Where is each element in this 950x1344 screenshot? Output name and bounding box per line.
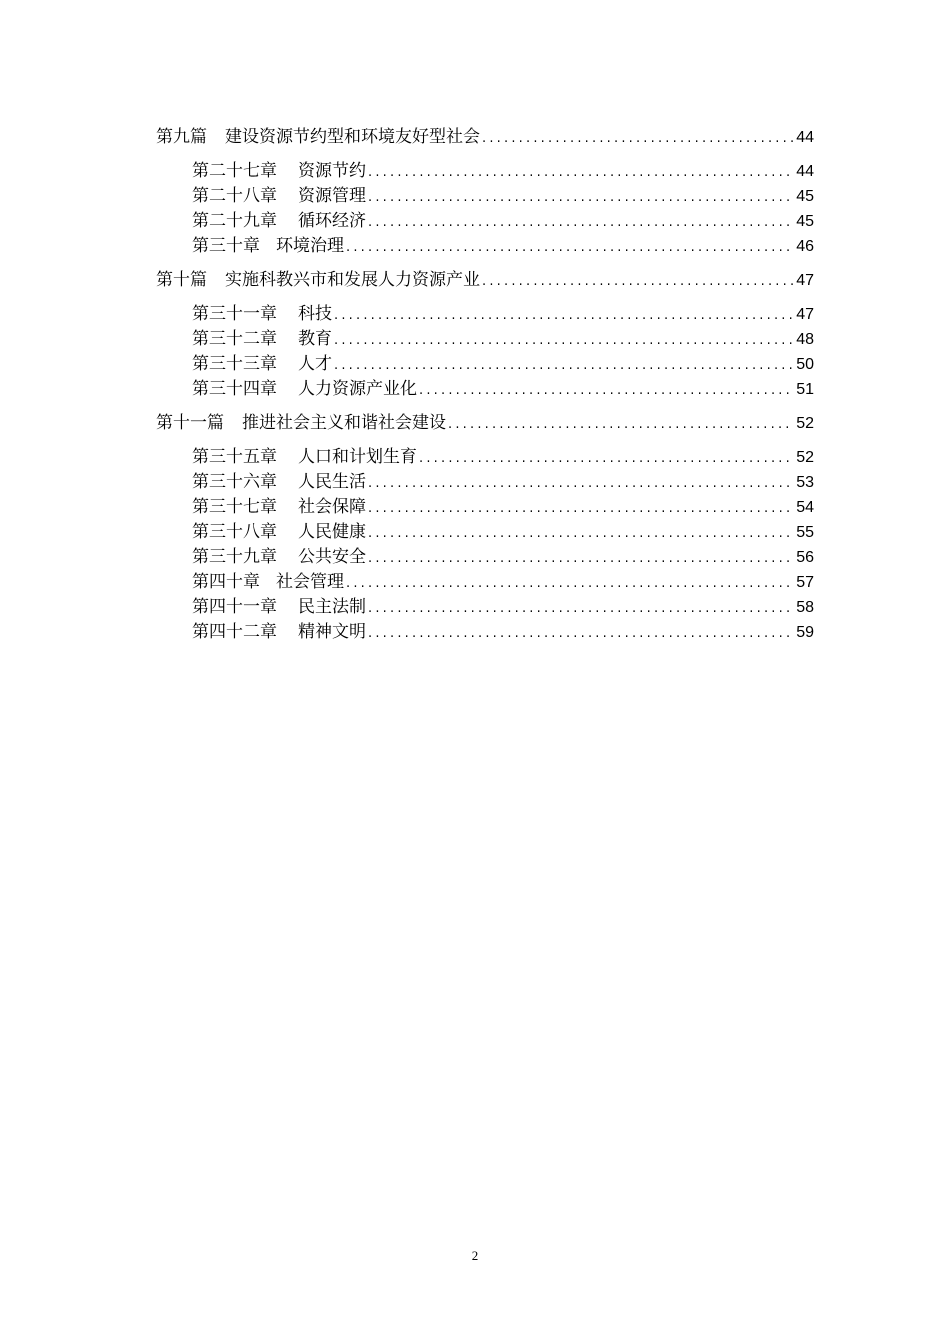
chapter-number: 第四十一章 <box>192 597 277 617</box>
dot-leader <box>368 496 793 521</box>
dot-leader <box>334 303 793 328</box>
chapter-title: 环境治理 <box>276 236 344 256</box>
chapter-title: 人力资源产业化 <box>298 379 417 399</box>
page-ref: 59 <box>796 624 814 641</box>
chapter-number: 第三十五章 <box>192 447 277 467</box>
page-ref: 46 <box>796 238 814 255</box>
page-ref: 53 <box>796 474 814 491</box>
part-title: 推进社会主义和谐社会建设 <box>242 413 446 433</box>
dot-leader <box>368 185 793 210</box>
chapter-number: 第二十八章 <box>192 186 277 206</box>
page-ref: 52 <box>796 415 814 432</box>
chapter-title: 社会保障 <box>298 497 366 517</box>
dot-leader <box>482 269 793 294</box>
toc-chapter-entry[interactable] <box>156 445 814 470</box>
chapter-title: 人民健康 <box>298 522 366 542</box>
chapter-number: 第三十九章 <box>192 547 277 567</box>
page-ref: 56 <box>796 549 814 566</box>
toc-part-entry[interactable] <box>156 268 814 293</box>
part-number: 第九篇 <box>156 127 207 147</box>
toc-chapter-entry[interactable] <box>156 520 814 545</box>
page-ref: 47 <box>796 306 814 323</box>
chapter-number: 第三十六章 <box>192 472 277 492</box>
toc-part-entry[interactable] <box>156 411 814 436</box>
chapter-number: 第二十九章 <box>192 211 277 231</box>
chapter-title: 人民生活 <box>298 472 366 492</box>
chapter-number: 第三十二章 <box>192 329 277 349</box>
chapter-title: 资源管理 <box>298 186 366 206</box>
chapter-title: 教育 <box>298 329 332 349</box>
chapter-number: 第三十一章 <box>192 304 277 324</box>
page-ref: 55 <box>796 524 814 541</box>
table-of-contents <box>156 125 814 645</box>
dot-leader <box>368 521 793 546</box>
chapter-number: 第三十七章 <box>192 497 277 517</box>
dot-leader <box>368 596 793 621</box>
toc-chapter-entry[interactable] <box>156 234 814 259</box>
toc-chapter-entry[interactable] <box>156 302 814 327</box>
page-ref: 57 <box>796 574 814 591</box>
chapter-title: 民主法制 <box>298 597 366 617</box>
dot-leader <box>334 328 793 353</box>
page-ref: 58 <box>796 599 814 616</box>
page-ref: 45 <box>796 188 814 205</box>
dot-leader <box>419 378 793 403</box>
page-ref: 47 <box>796 272 814 289</box>
dot-leader <box>368 621 793 646</box>
chapter-number: 第三十八章 <box>192 522 277 542</box>
toc-chapter-entry[interactable] <box>156 570 814 595</box>
part-title: 实施科教兴市和发展人力资源产业 <box>225 270 480 290</box>
chapter-title: 科技 <box>298 304 332 324</box>
dot-leader <box>368 210 793 235</box>
dot-leader <box>368 546 793 571</box>
toc-chapter-entry[interactable] <box>156 209 814 234</box>
toc-chapter-entry[interactable] <box>156 327 814 352</box>
chapter-title: 循环经济 <box>298 211 366 231</box>
chapter-number: 第三十四章 <box>192 379 277 399</box>
page-ref: 52 <box>796 449 814 466</box>
dot-leader <box>334 353 793 378</box>
chapter-title: 资源节约 <box>298 161 366 181</box>
chapter-number: 第三十章 <box>192 236 260 256</box>
dot-leader <box>448 412 793 437</box>
toc-part-entry[interactable] <box>156 125 814 150</box>
chapter-number: 第二十七章 <box>192 161 277 181</box>
chapter-title: 人才 <box>298 354 332 374</box>
page-ref: 45 <box>796 213 814 230</box>
chapter-title: 人口和计划生育 <box>298 447 417 467</box>
part-number: 第十篇 <box>156 270 207 290</box>
page-ref: 51 <box>796 381 814 398</box>
dot-leader <box>368 160 793 185</box>
chapter-title: 公共安全 <box>298 547 366 567</box>
part-title: 建设资源节约型和环境友好型社会 <box>225 127 480 147</box>
toc-chapter-entry[interactable] <box>156 159 814 184</box>
toc-chapter-entry[interactable] <box>156 184 814 209</box>
dot-leader <box>482 126 793 151</box>
page-ref: 48 <box>796 331 814 348</box>
toc-chapter-entry[interactable] <box>156 470 814 495</box>
page-ref: 44 <box>796 129 814 146</box>
part-number: 第十一篇 <box>156 413 224 433</box>
chapter-title: 精神文明 <box>298 622 366 642</box>
page-ref: 50 <box>796 356 814 373</box>
dot-leader <box>368 471 793 496</box>
dot-leader <box>346 235 793 260</box>
toc-chapter-entry[interactable] <box>156 495 814 520</box>
chapter-number: 第四十二章 <box>192 622 277 642</box>
page-ref: 54 <box>796 499 814 516</box>
dot-leader <box>346 571 793 596</box>
chapter-number: 第三十三章 <box>192 354 277 374</box>
dot-leader <box>419 446 793 471</box>
toc-chapter-entry[interactable] <box>156 595 814 620</box>
page-ref: 44 <box>796 163 814 180</box>
toc-chapter-entry[interactable] <box>156 545 814 570</box>
toc-chapter-entry[interactable] <box>156 620 814 645</box>
chapter-title: 社会管理 <box>276 572 344 592</box>
chapter-number: 第四十章 <box>192 572 260 592</box>
toc-chapter-entry[interactable] <box>156 377 814 402</box>
page-number: 2 <box>471 1248 479 1263</box>
toc-chapter-entry[interactable] <box>156 352 814 377</box>
